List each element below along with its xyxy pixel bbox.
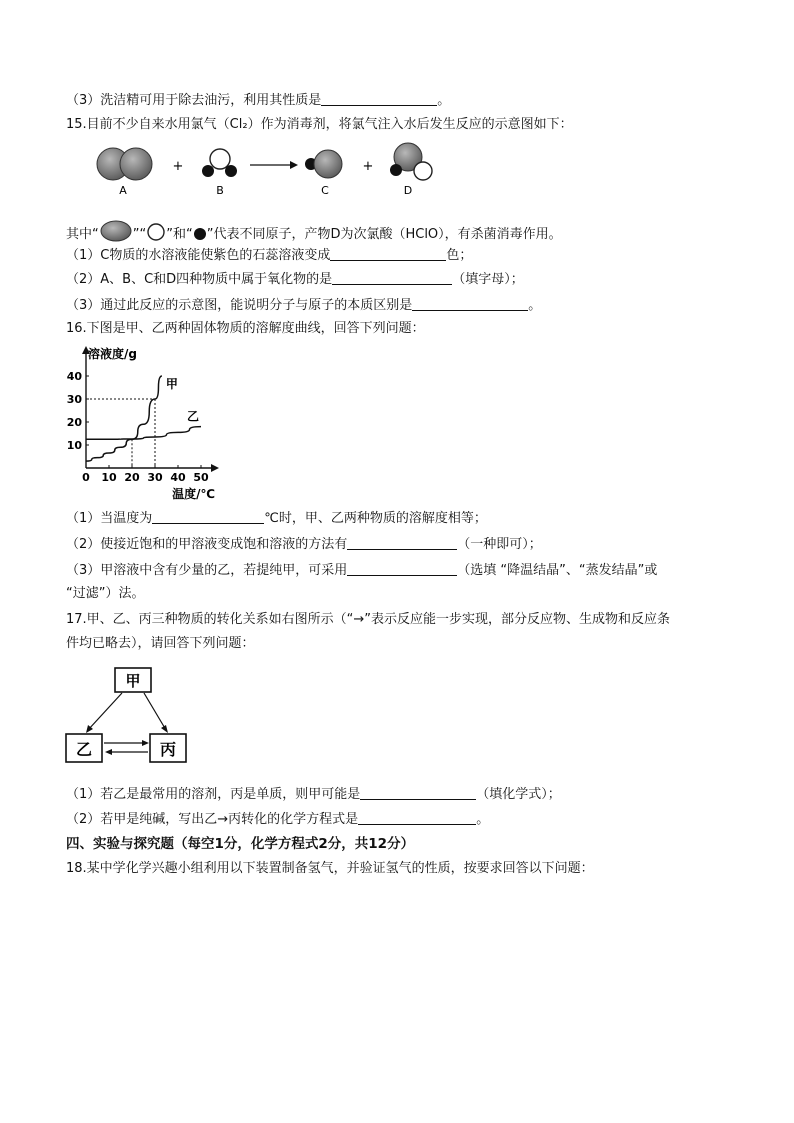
label-d: D (403, 184, 413, 197)
white-atom-icon (146, 222, 166, 242)
question-text: 若甲是纯碱，写出乙→丙转化的化学方程式是 (100, 812, 359, 827)
series-label: 乙 (187, 409, 200, 424)
part-number: （2） (66, 812, 101, 827)
q15-part1 (66, 246, 472, 265)
answer-blank[interactable] (412, 296, 528, 311)
box-jia-label: 甲 (125, 672, 141, 690)
part-number: （1） (66, 248, 101, 263)
answer-blank[interactable] (347, 561, 457, 576)
part-number: （1） (66, 787, 101, 802)
section-4-title (66, 835, 414, 853)
y-tick-label: 30 (66, 393, 82, 406)
legend-text: 其中“ (66, 227, 99, 242)
label-a: A (119, 184, 127, 197)
question-text: “过滤”）法。 (66, 586, 145, 601)
q15-part2 (66, 270, 524, 289)
reaction-arrow (250, 161, 298, 169)
question-text: A、B、C和D四种物质中属于氧化物的是 (100, 272, 333, 287)
question-end: 色； (446, 248, 473, 263)
question-end: 。 (437, 93, 451, 108)
question-text: 洗洁精可用于除去油污，利用其性质是 (100, 93, 322, 108)
answer-blank[interactable] (347, 535, 457, 550)
question-end: （填字母）； (452, 272, 524, 287)
question-stem: 17.甲、乙、丙三种物质的转化关系如右图所示（“→”表示反应能一步实现，部分反应物、生成物和反应条 (66, 612, 671, 627)
plus-sign: + (362, 159, 374, 174)
transformation-diagram (62, 662, 202, 770)
x-axis-arrow (211, 464, 219, 472)
part-number: （2） (66, 537, 101, 552)
question-stem: 16.下图是甲、乙两种固体物质的溶解度曲线，回答下列问题： (66, 321, 425, 336)
x-tick-label: 20 (124, 471, 140, 484)
answer-blank[interactable] (321, 91, 437, 106)
q16-part2 (66, 535, 542, 554)
question-end: 。 (476, 812, 490, 827)
q17-part2 (66, 810, 489, 829)
molecule-d (390, 143, 432, 180)
q16-part3-cont (66, 585, 144, 603)
section-title: 四、实验与探究题（每空1分，化学方程式2分，共12分） (66, 836, 415, 852)
question-stem: 15.目前不少自来水用氯气（Cl₂）作为消毒剂，将氯气注入水后发生反应的示意图如下： (66, 117, 573, 132)
q15-stem (66, 116, 573, 134)
part-number: （3） (66, 563, 101, 578)
y-tick-label: 10 (66, 439, 82, 452)
q14-part3 (66, 91, 450, 110)
question-end: （选填 “降温结晶”、“蒸发结晶”或 (457, 563, 658, 578)
x-tick-label: 30 (147, 471, 163, 484)
q16-part3 (66, 561, 657, 580)
q15-part3 (66, 296, 541, 315)
series-label: 甲 (165, 377, 178, 391)
question-text: 若乙是最常用的溶剂，丙是单质，则甲可能是 (100, 787, 361, 802)
molecule-c (305, 150, 342, 178)
x-tick-label: 10 (101, 471, 117, 484)
box-yi-label: 乙 (75, 740, 93, 759)
molecule-a (97, 148, 152, 180)
x-tick-label: 0 (82, 471, 90, 484)
label-b: B (216, 184, 224, 197)
legend-text: ”“ (132, 227, 147, 242)
black-atom-icon (193, 226, 207, 242)
plus-sign: + (172, 159, 184, 174)
q16-part1 (66, 509, 487, 528)
q15-legend (66, 220, 562, 244)
reaction-diagram (90, 140, 460, 202)
legend-text: ”代表不同原子，产物D为次氯酸（HClO），有杀菌消毒作用。 (206, 227, 562, 242)
part-number: （3） (66, 298, 101, 313)
question-stem: 件均已略去），请回答下列问题： (66, 636, 255, 651)
question-text: 通过此反应的示意图，能说明分子与原子的本质区别是 (100, 298, 413, 313)
series-line-yi (86, 427, 201, 440)
question-stem: 18.某中学化学兴趣小组利用以下装置制备氢气，并验证氢气的性质，按要求回答以下问题： (66, 861, 594, 876)
part-number: （3） (66, 93, 101, 108)
answer-blank[interactable] (360, 785, 476, 800)
q16-stem (66, 320, 425, 338)
y-tick-label: 20 (66, 416, 82, 429)
part-number: （2） (66, 272, 101, 287)
question-text: 使接近饱和的甲溶液变成饱和溶液的方法有 (100, 537, 348, 552)
q17-stem-1 (66, 611, 670, 629)
y-axis-label: 溶液度/g (88, 347, 137, 361)
question-end: ℃时，甲、乙两种物质的溶解度相等； (264, 511, 487, 526)
part-number: （1） (66, 511, 101, 526)
x-tick-label: 40 (170, 471, 186, 484)
answer-blank[interactable] (152, 509, 264, 524)
answer-blank[interactable] (330, 246, 446, 261)
y-tick-label: 40 (66, 370, 82, 383)
box-bing-label: 丙 (159, 740, 177, 759)
series-line-jia (86, 376, 162, 461)
question-text: 当温度为 (100, 511, 153, 526)
question-text: 甲溶液中含有少量的乙，若提纯甲，可采用 (100, 563, 348, 578)
question-text: C物质的水溶液能使紫色的石蕊溶液变成 (100, 248, 331, 263)
answer-blank[interactable] (332, 270, 452, 285)
q17-stem-2 (66, 635, 255, 653)
answer-blank[interactable] (358, 810, 476, 825)
x-axis-label: 温度/℃ (172, 487, 215, 501)
q17-part1 (66, 785, 561, 804)
solubility-chart (64, 342, 244, 502)
x-tick-label: 50 (193, 471, 209, 484)
q18-stem (66, 860, 594, 878)
question-end: （一种即可）； (457, 537, 542, 552)
label-c: C (321, 184, 329, 197)
legend-text: ”和“ (166, 227, 193, 242)
question-end: 。 (528, 298, 542, 313)
question-end: （填化学式）； (476, 787, 561, 802)
gray-atom-icon (99, 220, 133, 242)
molecule-b (202, 149, 237, 177)
